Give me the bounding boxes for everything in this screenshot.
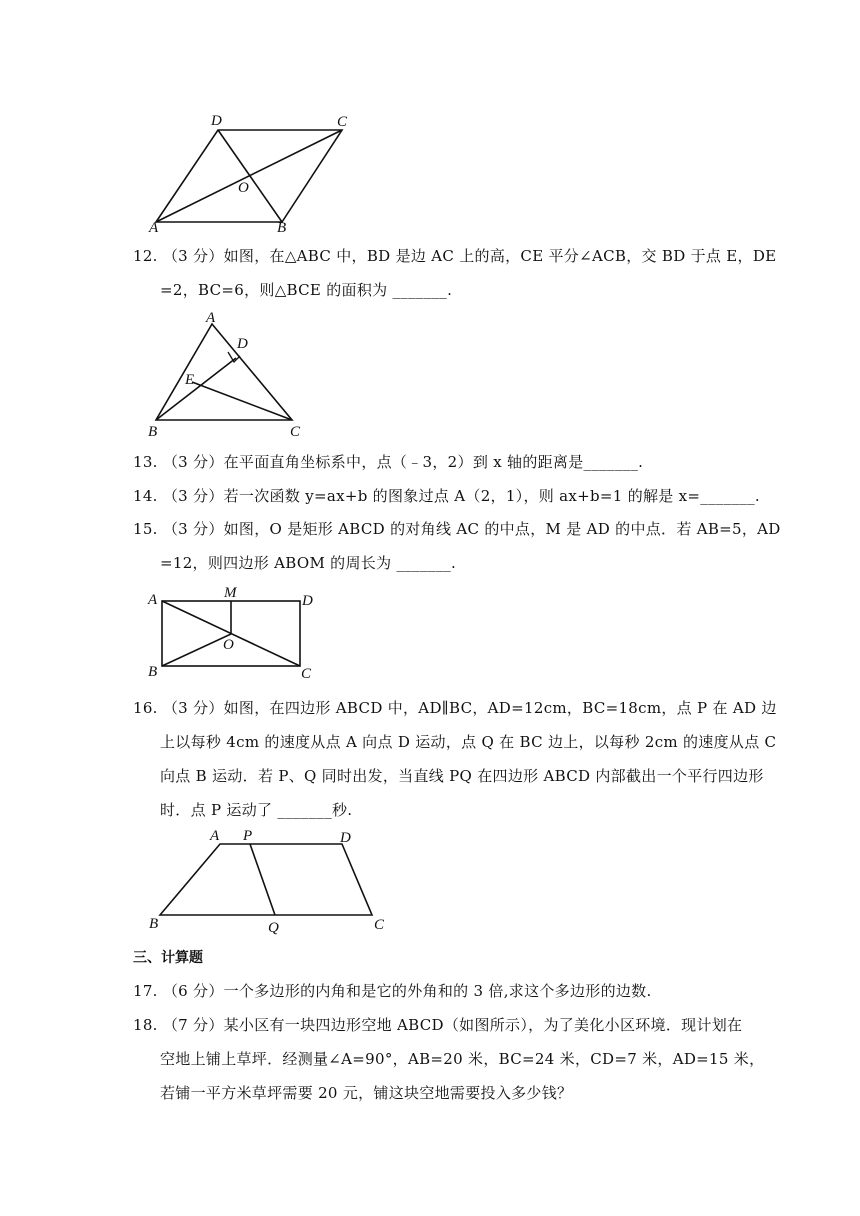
label-Q: Q	[268, 920, 279, 936]
label-B: B	[277, 220, 287, 234]
label-D: D	[237, 336, 248, 352]
triangle-figure	[140, 308, 310, 442]
label-C: C	[290, 424, 301, 440]
q17-line1: 17. （6 分）一个多边形的内角和是它的外角和的 3 倍,求这个多边形的边数.	[133, 982, 652, 1000]
label-B: B	[148, 424, 158, 440]
q14-line1: 14. （3 分）若一次函数 y=ax+b 的图象过点 A（2，1），则 ax+b=1 的解是 x=_______.	[133, 487, 760, 505]
label-D: D	[211, 113, 222, 129]
label-A: A	[149, 220, 159, 234]
label-A: A	[148, 592, 158, 608]
section-title-calculation: 三、计算题	[133, 950, 203, 966]
q16-line2: 上以每秒 4cm 的速度从点 A 向点 D 运动，点 Q 在 BC 边上，以每秒 2cm 的速度从点 C	[160, 733, 777, 751]
label-O: O	[223, 637, 234, 653]
label-A: A	[210, 828, 220, 844]
label-B: B	[148, 664, 158, 680]
label-D: D	[340, 830, 351, 846]
label-O: O	[238, 180, 249, 196]
q16-line4: 时．点 P 运动了 _______秒.	[160, 801, 353, 819]
label-D: D	[302, 593, 313, 609]
label-M: M	[224, 585, 237, 601]
q18-line1: 18. （7 分）某小区有一块四边形空地 ABCD（如图所示），为了美化小区环境．现计划在	[133, 1016, 743, 1034]
parallelogram-figure	[140, 108, 370, 234]
label-P: P	[243, 828, 253, 844]
label-C: C	[301, 666, 312, 682]
q16-line1: 16. （3 分）如图，在四边形 ABCD 中，AD∥BC，AD=12cm，BC=18cm，点 P 在 AD 边	[133, 699, 777, 717]
label-C: C	[374, 917, 385, 933]
q13-line1: 13. （3 分）在平面直角坐标系中，点（﹣3，2）到 x 轴的距离是_______.	[133, 453, 644, 471]
q15-line2: =12，则四边形 ABOM 的周长为 _______.	[160, 554, 457, 572]
label-B: B	[149, 916, 159, 932]
rectangle-figure	[140, 584, 330, 684]
q18-line3: 若铺一平方米草坪需要 20 元，铺这块空地需要投入多少钱？	[160, 1084, 573, 1102]
q12-line2: =2，BC=6，则△BCE 的面积为 _______.	[160, 281, 453, 299]
q16-line3: 向点 B 运动．若 P、Q 同时出发，当直线 PQ 在四边形 ABCD 内部截出一个平行四边形	[160, 767, 764, 785]
label-C: C	[337, 114, 348, 130]
label-E: E	[185, 372, 195, 388]
trapezoid-figure	[140, 826, 390, 936]
q18-line2: 空地上铺上草坪．经测量∠A=90°，AB=20 米，BC=24 米，CD=7 米，AD=15 米，	[160, 1050, 765, 1068]
label-A: A	[206, 310, 216, 326]
q12-line1: 12. （3 分）如图，在△ABC 中，BD 是边 AC 上的高，CE 平分∠ACB，交 BD 于点 E，DE	[133, 247, 777, 265]
q15-line1: 15. （3 分）如图，O 是矩形 ABCD 的对角线 AC 的中点，M 是 AD 的中点．若 AB=5，AD	[133, 520, 781, 538]
